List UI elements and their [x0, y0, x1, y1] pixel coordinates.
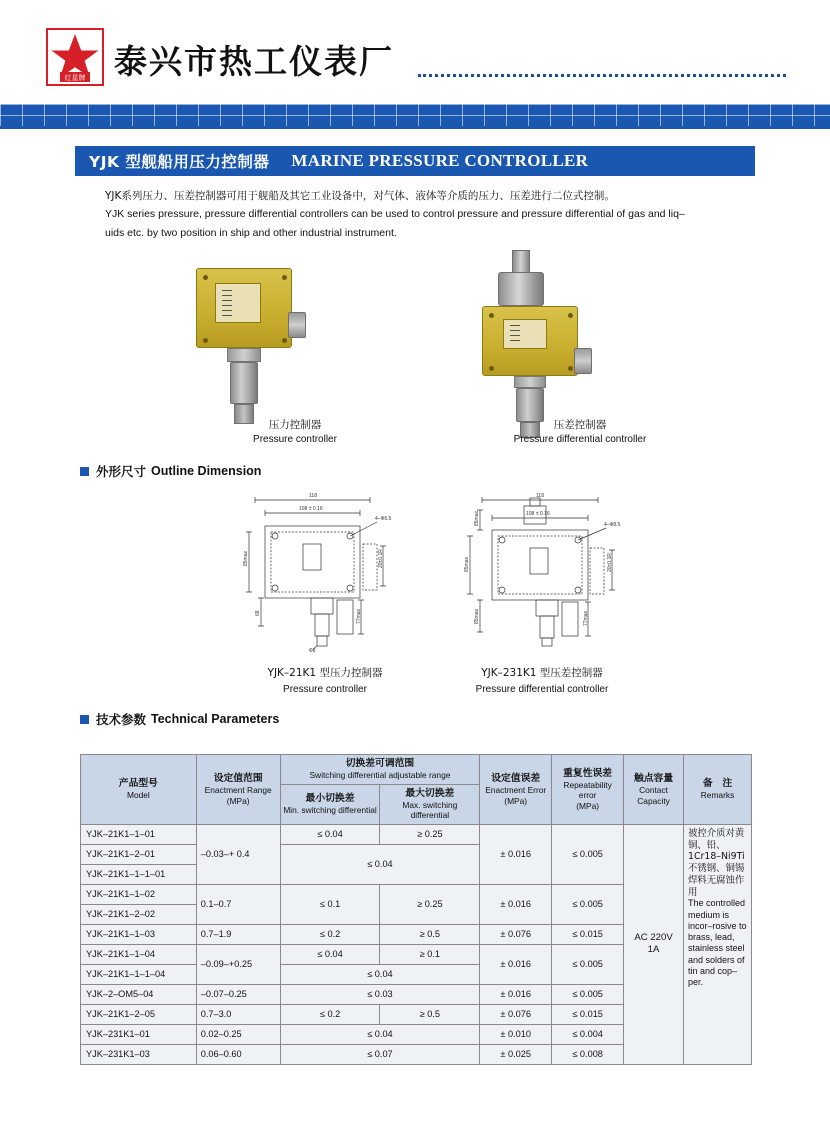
cell-switch-min: ≤ 0.2 — [280, 1004, 380, 1024]
cell-switch-span: ≤ 0.03 — [280, 984, 480, 1004]
th-switching-group-cn: 切换差可调范围 — [345, 758, 415, 769]
cell-contact-capacity — [624, 824, 684, 1064]
cell-switch-span: ≤ 0.04 — [280, 1024, 480, 1044]
svg-text:77max: 77max — [583, 610, 589, 626]
section-params-cn: 技术参数 — [96, 712, 147, 727]
photo-caption-1-cn: 压力控制器 — [268, 419, 322, 431]
th-switch-min-en: Min. switching differential — [283, 805, 377, 816]
cell-switch-max: ≥ 0.25 — [380, 824, 480, 844]
drawing-caption-2-cn: YJK–231K1 型压差控制器 — [481, 667, 603, 679]
product-title-cn: YJK 型舰船用压力控制器 — [89, 153, 270, 171]
th-error-unit: (MPa) — [504, 795, 528, 806]
cell-model: YJK–21K1–2–02 — [81, 904, 197, 924]
th-repeatability-en: Repeatability error — [563, 779, 612, 801]
th-switching-group — [280, 755, 480, 785]
company-logo — [46, 28, 104, 86]
header-band-grid — [0, 104, 830, 126]
housing-screw — [489, 366, 494, 371]
device-neck — [227, 348, 261, 362]
th-remarks-en: Remarks — [700, 790, 735, 801]
intro-cn: YJK系列压力、压差控制器可用于舰船及其它工业设备中，对气体、液体等介质的压力、压差进行二位式控制。 — [105, 190, 615, 202]
svg-text:85max: 85max — [474, 608, 480, 624]
cell-switch-max: ≥ 0.5 — [380, 1004, 480, 1024]
th-repeatability-unit: (MPa) — [576, 800, 600, 811]
cell-error: ± 0.076 — [480, 1004, 552, 1024]
device-top-cap — [512, 250, 530, 274]
photo-caption-1 — [185, 418, 405, 448]
th-model — [81, 755, 197, 825]
section-outline-en: Outline Dimension — [151, 464, 262, 478]
specification-table-body — [81, 824, 752, 1064]
cell-model: YJK–21K1–2–01 — [81, 844, 197, 864]
cell-range: –0.07–0.25 — [196, 984, 280, 1004]
th-model-en: Model — [126, 790, 150, 801]
outline-drawing-differential-controller — [440, 486, 655, 656]
housing-screw — [282, 338, 287, 343]
cell-repeat: ≤ 0.005 — [552, 944, 624, 984]
svg-text:77max: 77max — [356, 608, 362, 624]
device-housing — [196, 268, 292, 348]
cell-error: ± 0.025 — [480, 1044, 552, 1064]
cell-model: YJK–2–OM5–04 — [81, 984, 197, 1004]
housing-screw — [568, 313, 573, 318]
cell-repeat: ≤ 0.005 — [552, 984, 624, 1004]
housing-screw — [203, 338, 208, 343]
contact-capacity-line2: 1A — [647, 944, 660, 956]
svg-text:118: 118 — [536, 493, 544, 499]
th-range-en: Enactment Range — [204, 785, 272, 796]
cell-error: ± 0.016 — [480, 824, 552, 884]
cell-switch-span: ≤ 0.04 — [280, 844, 480, 884]
th-switch-min-cn: 最小切换差 — [305, 792, 355, 804]
cell-range: 0.7–1.9 — [196, 924, 280, 944]
drawing-caption-1-en: Pressure controller — [283, 683, 367, 695]
cell-model: YJK–21K1–2–05 — [81, 1004, 197, 1024]
cell-error: ± 0.016 — [480, 884, 552, 924]
th-contact-cn: 触点容量 — [633, 772, 674, 784]
svg-text:118: 118 — [309, 493, 317, 499]
th-model-cn: 产品型号 — [118, 778, 158, 790]
housing-screw — [203, 275, 208, 280]
intro-block — [105, 188, 765, 241]
outline-drawing-pressure-controller — [225, 486, 425, 656]
pressure-controller-photo — [196, 268, 292, 348]
header-blue-band — [0, 104, 830, 126]
cell-model: YJK–231K1–01 — [81, 1024, 197, 1044]
svg-text:108 ± 0.16: 108 ± 0.16 — [526, 511, 550, 517]
svg-text:Ф8: Ф8 — [309, 648, 316, 654]
housing-screw — [282, 275, 287, 280]
contact-capacity-line1: AC 220V — [634, 932, 673, 944]
cell-range: 0.1–0.7 — [196, 884, 280, 924]
device-cable-gland — [288, 312, 306, 338]
specification-table-wrapper — [80, 754, 752, 1065]
cell-remarks — [684, 824, 752, 1064]
cell-model: YJK–21K1–1–04 — [81, 944, 197, 964]
cell-range: 0.02–0.25 — [196, 1024, 280, 1044]
th-switch-max-cn: 最大切换差 — [405, 787, 455, 799]
cell-model: YJK–21K1–1–1–01 — [81, 864, 197, 884]
device-neck — [514, 376, 546, 388]
intro-en-line2: uids etc. by two position in ship and other industrial instrument. — [105, 226, 397, 239]
housing-screw — [489, 313, 494, 318]
th-switching-group-en: Switching differential adjustable range — [309, 770, 451, 781]
device-cable-gland — [574, 348, 592, 374]
cell-error: ± 0.016 — [480, 944, 552, 984]
page-header — [0, 0, 830, 108]
th-range-unit: (MPa) — [226, 795, 250, 806]
th-switch-min — [280, 784, 380, 824]
specification-table — [80, 754, 752, 1065]
th-error — [480, 755, 552, 825]
section-heading-params — [80, 710, 279, 728]
th-repeatability — [552, 755, 624, 825]
svg-text:20±0.1R: 20±0.1R — [607, 553, 613, 572]
th-range — [196, 755, 280, 825]
remarks-cn: 被控介质对黄铜、铅、1Cr18–Ni9Ti 不锈钢、铜锡焊料无腐蚀作用 — [688, 827, 745, 898]
device-upper-chamber — [498, 272, 544, 306]
device-scale-window — [503, 319, 547, 349]
device-housing — [482, 306, 578, 376]
header-blue-rule — [0, 126, 830, 129]
svg-text:85max: 85max — [474, 510, 480, 526]
drawing-caption-2-en: Pressure differential controller — [475, 683, 609, 695]
th-remarks-cn: 备 注 — [702, 778, 733, 790]
product-title-en: MARINE PRESSURE CONTROLLER — [291, 151, 589, 170]
cell-switch-span: ≤ 0.07 — [280, 1044, 480, 1064]
cell-repeat: ≤ 0.004 — [552, 1024, 624, 1044]
housing-screw — [568, 366, 573, 371]
drawing-caption-1-cn: YJK–21K1 型压力控制器 — [267, 667, 383, 679]
svg-text:4–Ф8.5: 4–Ф8.5 — [604, 522, 621, 528]
cell-range: –0.09–+0.25 — [196, 944, 280, 984]
cell-switch-span: ≤ 0.04 — [280, 964, 480, 984]
cell-model: YJK–21K1–1–1–04 — [81, 964, 197, 984]
th-switch-max-en: Max. switching differential — [402, 799, 458, 821]
cell-error: ± 0.010 — [480, 1024, 552, 1044]
th-remarks — [684, 755, 752, 825]
product-photos — [0, 250, 830, 460]
cell-model: YJK–231K1–03 — [81, 1044, 197, 1064]
device-pressure-body — [230, 362, 258, 404]
photo-caption-2-cn: 压差控制器 — [553, 419, 607, 431]
cell-range: 0.06–0.60 — [196, 1044, 280, 1064]
cell-repeat: ≤ 0.015 — [552, 924, 624, 944]
th-contact-en: Contact Capacity — [637, 785, 670, 806]
svg-text:20±0.1R: 20±0.1R — [378, 549, 384, 568]
cell-range: –0.03–+ 0.4 — [196, 824, 280, 884]
th-error-en: Enactment Error — [485, 785, 547, 796]
photo-caption-1-en: Pressure controller — [253, 434, 337, 446]
section-params-en: Technical Parameters — [151, 712, 280, 726]
red-star-logo-icon — [46, 28, 104, 86]
cell-model: YJK–21K1–1–02 — [81, 884, 197, 904]
remarks-en: The controlled medium is incor–rosive to brass, lead, stainless steel and solders of tin and cop–per. — [688, 898, 747, 988]
product-title-bar — [75, 146, 755, 176]
svg-text:68: 68 — [255, 610, 261, 616]
svg-text:红星牌: 红星牌 — [64, 74, 86, 82]
svg-text:108 ± 0.16: 108 ± 0.16 — [299, 506, 323, 512]
drawing-caption-2 — [412, 666, 672, 697]
svg-text:85max: 85max — [243, 550, 249, 566]
th-range-cn: 设定值范围 — [213, 772, 263, 784]
photo-caption-2-en: Pressure differential controller — [513, 434, 647, 446]
cell-range: 0.7–3.0 — [196, 1004, 280, 1024]
cell-model: YJK–21K1–1–03 — [81, 924, 197, 944]
th-contact-capacity — [624, 755, 684, 825]
table-header-row-1 — [81, 755, 752, 785]
cell-switch-max: ≥ 0.25 — [380, 884, 480, 924]
cell-repeat: ≤ 0.015 — [552, 1004, 624, 1024]
th-switch-max — [380, 784, 480, 824]
th-repeatability-cn: 重复性误差 — [563, 767, 613, 779]
cell-error: ± 0.076 — [480, 924, 552, 944]
photo-caption-2 — [430, 418, 730, 448]
header-dotted-rule — [418, 74, 786, 77]
cell-switch-min: ≤ 0.2 — [280, 924, 380, 944]
cell-repeat: ≤ 0.005 — [552, 884, 624, 924]
svg-text:4–Ф6.5: 4–Ф6.5 — [375, 516, 392, 522]
cell-repeat: ≤ 0.005 — [552, 824, 624, 884]
bullet-square-icon — [80, 715, 89, 724]
cell-switch-min: ≤ 0.04 — [280, 944, 380, 964]
cell-switch-min: ≤ 0.04 — [280, 824, 380, 844]
section-outline-cn: 外形尺寸 — [96, 464, 147, 479]
cell-error: ± 0.016 — [480, 984, 552, 1004]
intro-en-line1: YJK series pressure, pressure differential controllers can be used to control pressure and pressure differential of gas and liq– — [105, 208, 685, 221]
table-row — [81, 824, 752, 844]
device-scale-window — [215, 283, 261, 323]
cell-switch-min: ≤ 0.1 — [280, 884, 380, 924]
device-pressure-body — [516, 388, 544, 422]
cell-switch-max: ≥ 0.1 — [380, 944, 480, 964]
cell-repeat: ≤ 0.008 — [552, 1044, 624, 1064]
company-name: 泰兴市热工仪表厂 — [114, 42, 394, 81]
cell-switch-max: ≥ 0.5 — [380, 924, 480, 944]
th-error-cn: 设定值误差 — [491, 772, 541, 784]
cell-model: YJK–21K1–1–01 — [81, 824, 197, 844]
section-heading-outline — [80, 462, 261, 480]
svg-text:85max: 85max — [464, 556, 470, 572]
bullet-square-icon — [80, 467, 89, 476]
